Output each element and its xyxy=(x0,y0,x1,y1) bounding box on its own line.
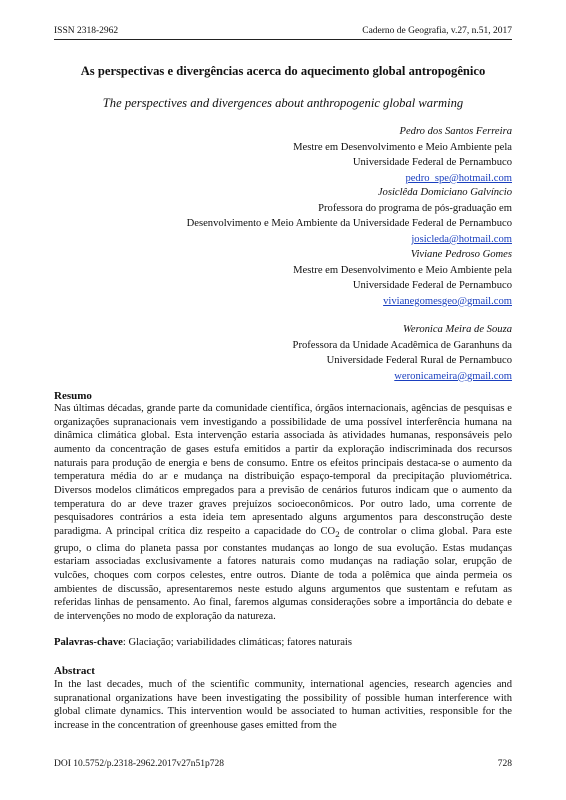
keywords-line xyxy=(54,636,512,650)
journal-citation: Caderno de Geografia, v.27, n.51, 2017 xyxy=(362,26,512,36)
author-email-link[interactable]: pedro_spe@hotmail.com xyxy=(405,172,512,184)
author-affiliation: Universidade Federal de Pernambuco xyxy=(352,157,512,169)
co2-subscript: 2 xyxy=(335,529,340,540)
author-affiliation: Professora da Unidade Acadêmica de Garanhuns da xyxy=(292,339,512,351)
doi-label: DOI 10.5752/p.2318-2962.2017v27n51p728 xyxy=(54,759,224,769)
running-footer xyxy=(54,757,512,771)
author-affiliation: Mestre em Desenvolvimento e Meio Ambiente pela xyxy=(293,264,512,276)
author-block-2 xyxy=(187,185,512,247)
article-subtitle: The perspectives and divergences about anthropogenic global warming xyxy=(102,96,464,110)
author-name: Josiclêda Domiciano Galvíncio xyxy=(377,187,512,198)
author-name: Pedro dos Santos Ferreira xyxy=(399,126,512,137)
article-title: As perspectivas e divergências acerca do aquecimento global antropogênico xyxy=(80,64,486,78)
author-affiliation: Desenvolvimento e Meio Ambiente da Universidade Federal de Pernambuco xyxy=(186,218,512,230)
author-block-4 xyxy=(293,322,512,384)
resumo-heading: Resumo xyxy=(54,390,92,402)
author-email-link[interactable]: vivianegomesgeo@gmail.com xyxy=(383,295,512,307)
keywords-value: Glaciação; variabilidades climáticas; fatores naturais xyxy=(128,637,352,648)
header-divider xyxy=(54,39,512,40)
running-header xyxy=(54,24,512,38)
keywords-separator: : xyxy=(122,637,129,648)
author-email-link[interactable]: josicleda@hotmail.com xyxy=(411,233,512,245)
author-affiliation: Universidade Federal de Pernambuco xyxy=(352,280,512,292)
author-affiliation: Mestre em Desenvolvimento e Meio Ambiente pela xyxy=(293,141,512,153)
author-name: Weronica Meira de Souza xyxy=(403,324,512,335)
abstract-heading: Abstract xyxy=(54,665,95,677)
resumo-text xyxy=(54,402,512,624)
resumo-text-part: de controlar o clima global. Para este grupo, o clima do planeta passa por constantes mudanças ao longo de sua evolução. Estas mudanças estariam associadas exclusivamente a fatores naturais como mudanças na radiação solar, erupção de vulcões, choques com corpos celestes, entre outros. Diante de toda a polêmica que ainda permeia os ambientes de discussão, apresentaremos neste estudo alguns argumentos que sustentam e refutam as referidas linhas de pensamento. Ao final, faremos algumas considerações sobre a importância do debate e de intervenções no modo de exploração da natureza. xyxy=(54,525,512,622)
keywords-label: Palavras-chave xyxy=(54,637,123,648)
author-block-1 xyxy=(293,124,512,186)
author-email-link[interactable]: weronicameira@gmail.com xyxy=(394,370,512,382)
abstract-text: In the last decades, much of the scientific community, international agencies, research agencies and supranational organizations have been investigating the possibility of possible human interference with global climate dynamics. This intervention would be associated to human activities, responsible for the increase in the concentration of greenhouse gases emitted from the xyxy=(54,679,512,731)
author-block-3 xyxy=(293,247,512,309)
author-affiliation: Professora do programa de pós-graduação em xyxy=(318,202,512,214)
resumo-text-part: Nas últimas décadas, grande parte da comunidade científica, órgãos internacionais, agências de pesquisas e organizações supranacionais vem investigando a possibilidade de uma possível interferência humana na dinâmica climática global. Esta intervenção estaria associada às atividades humanas, responsáveis pelo aumento da concentração de gases estufa emitidos a partir da exploração indiscriminada dos recursos naturais para produção de energia e bens de consumo. Entre os efeitos principais destaca-se o aumento da temperatura média do ar e mudança na distribuição espaço-temporal da precipitação pluviométrica. Diversos modelos climáticos empregados para a previsão de cenários futuros indicam que o aumento da temperatura do ar deve trazer graves prejuízos socioeconômicos. Por outro lado, uma corrente de pesquisadores contrários a esta ideia tem apresentado alguns argumentos para desconstrução deste paradigma. A principal crítica diz respeito a capacidade do CO xyxy=(54,403,512,537)
issn-label: ISSN 2318-2962 xyxy=(54,26,119,36)
page-number: 728 xyxy=(497,759,512,769)
author-affiliation: Universidade Federal Rural de Pernambuco xyxy=(326,355,512,367)
author-name: Viviane Pedroso Gomes xyxy=(410,249,512,260)
